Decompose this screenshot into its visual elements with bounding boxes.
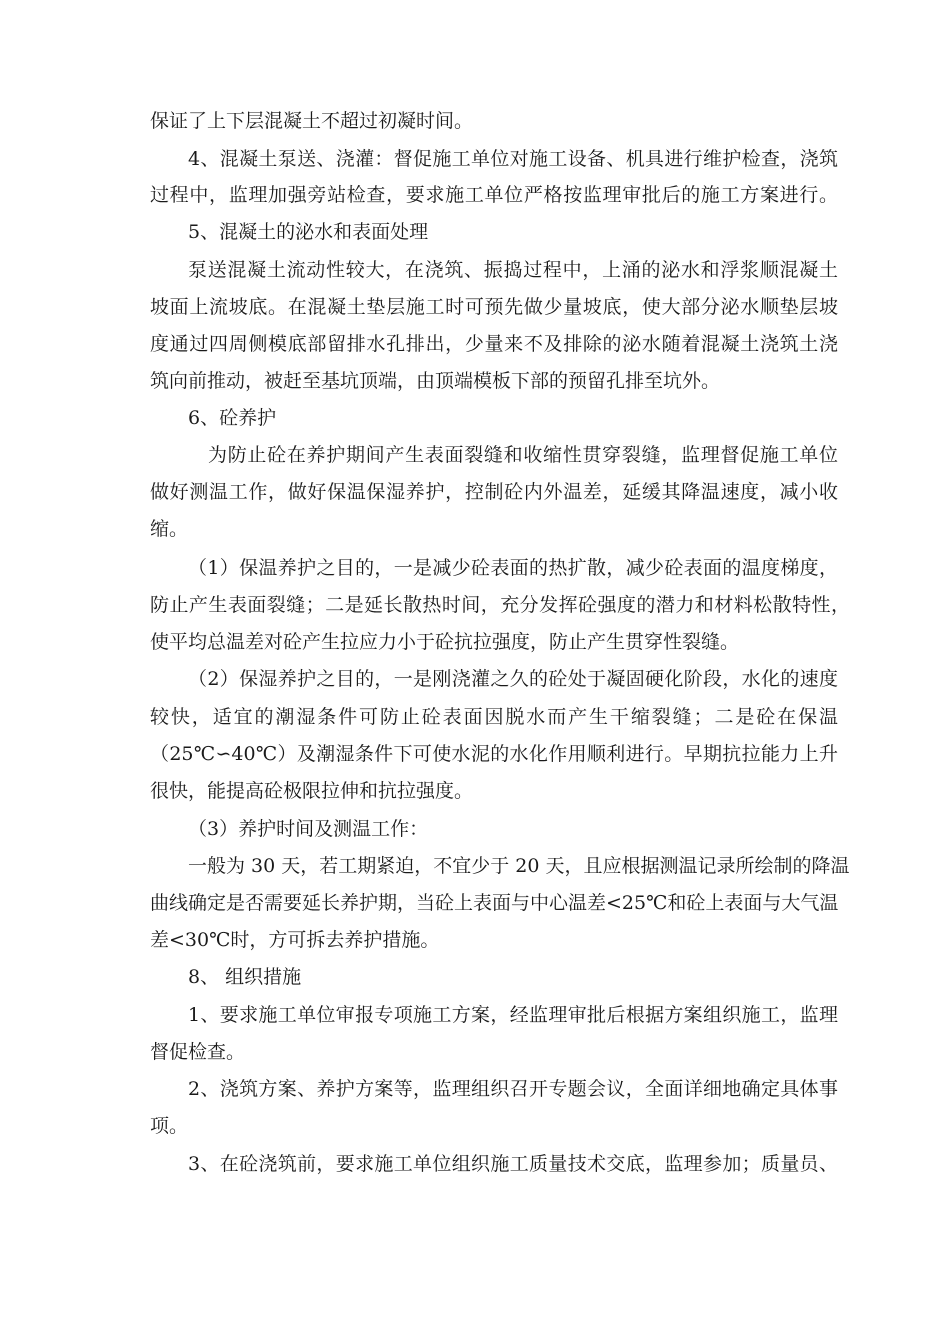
- text-line: 筑向前推动，被赶至基坑顶端，由顶端模板下部的预留孔排至坑外。: [150, 370, 721, 392]
- section-heading: （3）养护时间及测温工作：: [188, 818, 429, 840]
- text-line: （1）保温养护之目的，一是减少砼表面的热扩散，减少砼表面的温度梯度，: [188, 557, 838, 579]
- text-line: 曲线确定是否需要延长养护期，当砼上表面与中心温差<25℃和砼上表面与大气温: [150, 892, 839, 914]
- text-line: 2、浇筑方案、养护方案等，监理组织召开专题会议，全面详细地确定具体事: [188, 1078, 838, 1100]
- text-line: 差<30℃时，方可拆去养护措施。: [150, 929, 440, 951]
- text-line: 泵送混凝土流动性较大，在浇筑、振捣过程中，上涌的泌水和浮浆顺混凝土: [188, 259, 838, 281]
- text-line: 坡面上流坡底。在混凝土垫层施工时可预先做少量坡底，使大部分泌水顺垫层坡: [150, 296, 838, 318]
- text-line: 为防止砼在养护期间产生表面裂缝和收缩性贯穿裂缝，监理督促施工单位: [208, 444, 838, 466]
- text-line: 度通过四周侧模底部留排水孔排出，少量来不及排除的泌水随着混凝土浇筑土浇: [150, 333, 838, 355]
- text-line: 一般为 30 天，若工期紧迫，不宜少于 20 天，且应根据测温记录所绘制的降温: [188, 855, 850, 877]
- text-line: 督促检查。: [150, 1041, 246, 1063]
- text-line: 很快，能提高砼极限拉伸和抗拉强度。: [150, 780, 474, 802]
- text-line: 4、混凝土泵送、浇灌：督促施工单位对施工设备、机具进行维护检查，浇筑: [188, 148, 838, 170]
- text-line: 做好测温工作，做好保温保湿养护，控制砼内外温差，延缓其降温速度，减小收: [150, 481, 838, 503]
- text-line: 1、要求施工单位审报专项施工方案，经监理审批后根据方案组织施工，监理: [188, 1004, 838, 1026]
- section-heading: 8、 组织措施: [188, 966, 302, 988]
- text-line: 过程中，监理加强旁站检查，要求施工单位严格按监理审批后的施工方案进行。: [150, 184, 838, 206]
- text-line: 使平均总温差对砼产生拉应力小于砼抗拉强度，防止产生贯穿性裂缝。: [150, 631, 740, 653]
- section-heading: 5、混凝土的泌水和表面处理: [188, 221, 429, 243]
- text-line: 防止产生表面裂缝；二是延长散热时间，充分发挥砼强度的潜力和材料松散特性，: [150, 594, 850, 616]
- text-line: （2）保湿养护之目的，一是刚浇灌之久的砼处于凝固硬化阶段，水化的速度: [188, 668, 838, 690]
- text-line: （25℃∽40℃）及潮湿条件下可使水泥的水化作用顺利进行。早期抗拉能力上升: [150, 743, 838, 765]
- text-line: 缩。: [150, 518, 189, 540]
- section-heading: 6、砼养护: [188, 407, 277, 429]
- text-line: 较快，适宜的潮湿条件可防止砼表面因脱水而产生干缩裂缝；二是砼在保温: [150, 706, 838, 728]
- text-line: 项。: [150, 1115, 189, 1137]
- text-line: 保证了上下层混凝土不超过初凝时间。: [150, 110, 474, 132]
- text-line: 3、在砼浇筑前，要求施工单位组织施工质量技术交底，监理参加；质量员、: [188, 1153, 838, 1175]
